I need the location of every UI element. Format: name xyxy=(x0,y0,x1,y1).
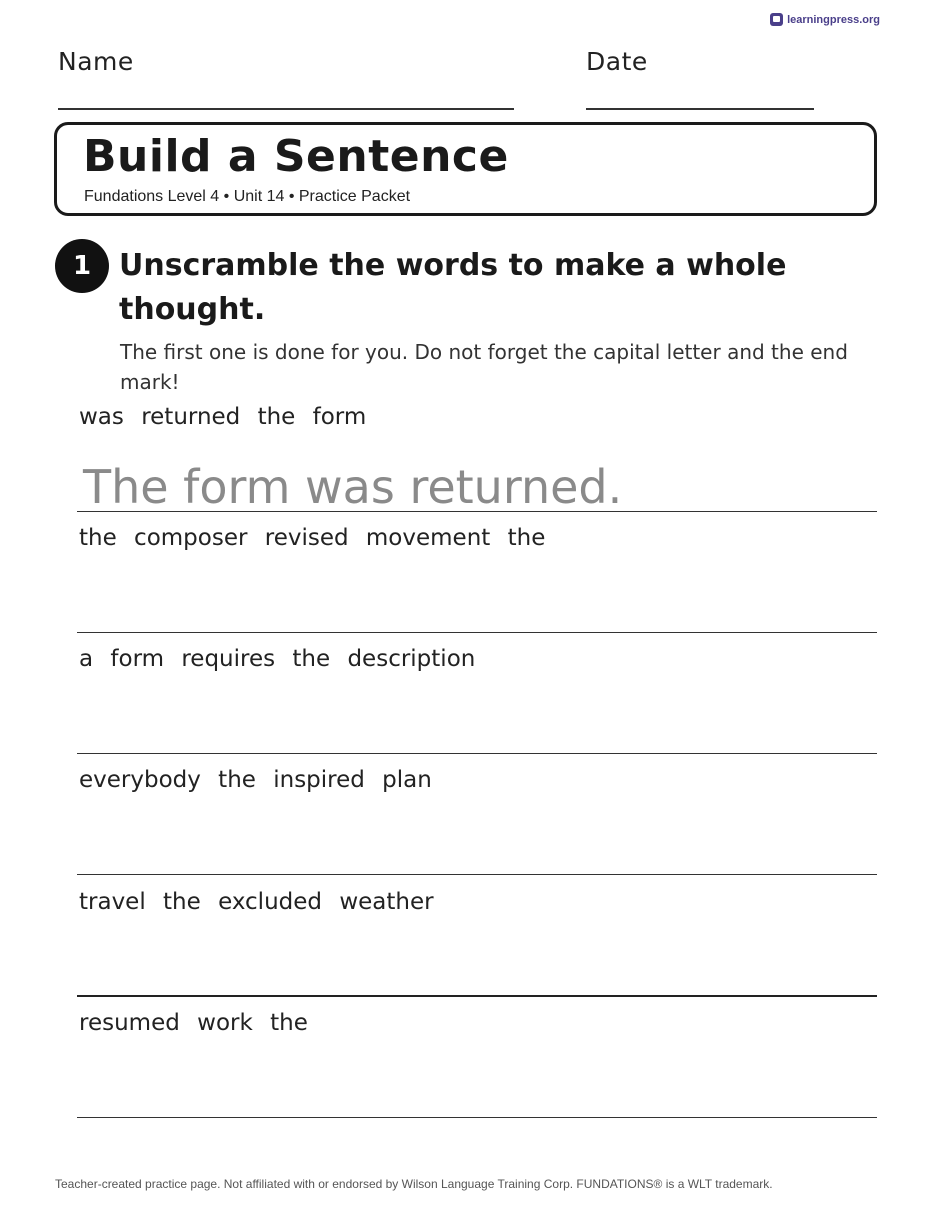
name-label: Name xyxy=(58,47,134,76)
answer-line-1[interactable] xyxy=(77,511,877,512)
title-box xyxy=(54,122,877,216)
scrambled-words-6: resumed work the xyxy=(79,1010,308,1036)
answer-line-2[interactable] xyxy=(77,632,877,633)
answer-line-5[interactable] xyxy=(77,995,877,997)
scrambled-words-4: everybody the inspired plan xyxy=(79,767,432,793)
section-instruction: Unscramble the words to make a whole thought. xyxy=(119,248,787,327)
answer-line-4[interactable] xyxy=(77,874,877,875)
footer-disclaimer: Teacher-created practice page. Not affiliated with or endorsed by Wilson Language Training Corp. FUNDATIONS® is a WLT trademark. xyxy=(55,1177,773,1191)
name-line xyxy=(58,108,514,110)
section-sub-instruction: The first one is done for you. Do not forget the capital letter and the end mark! xyxy=(120,340,848,394)
step-number-badge: 1 xyxy=(55,239,109,293)
scrambled-words-5: travel the excluded weather xyxy=(79,889,434,915)
date-label: Date xyxy=(586,47,648,76)
example-answer: The form was returned. xyxy=(83,460,623,514)
scrambled-words-1: was returned the form xyxy=(79,404,367,430)
page-subtitle: Fundations Level 4 • Unit 14 • Practice Packet xyxy=(84,188,411,205)
answer-line-6[interactable] xyxy=(77,1117,877,1118)
date-line xyxy=(586,108,814,110)
answer-line-3[interactable] xyxy=(77,753,877,754)
scrambled-words-2: the composer revised movement the xyxy=(79,525,546,551)
learningpress-logo-icon xyxy=(770,13,783,26)
brand-text: learningpress.org xyxy=(787,13,880,26)
brand-logo[interactable] xyxy=(770,13,880,26)
page-title: Build a Sentence xyxy=(83,131,509,182)
scrambled-words-3: a form requires the description xyxy=(79,646,476,672)
